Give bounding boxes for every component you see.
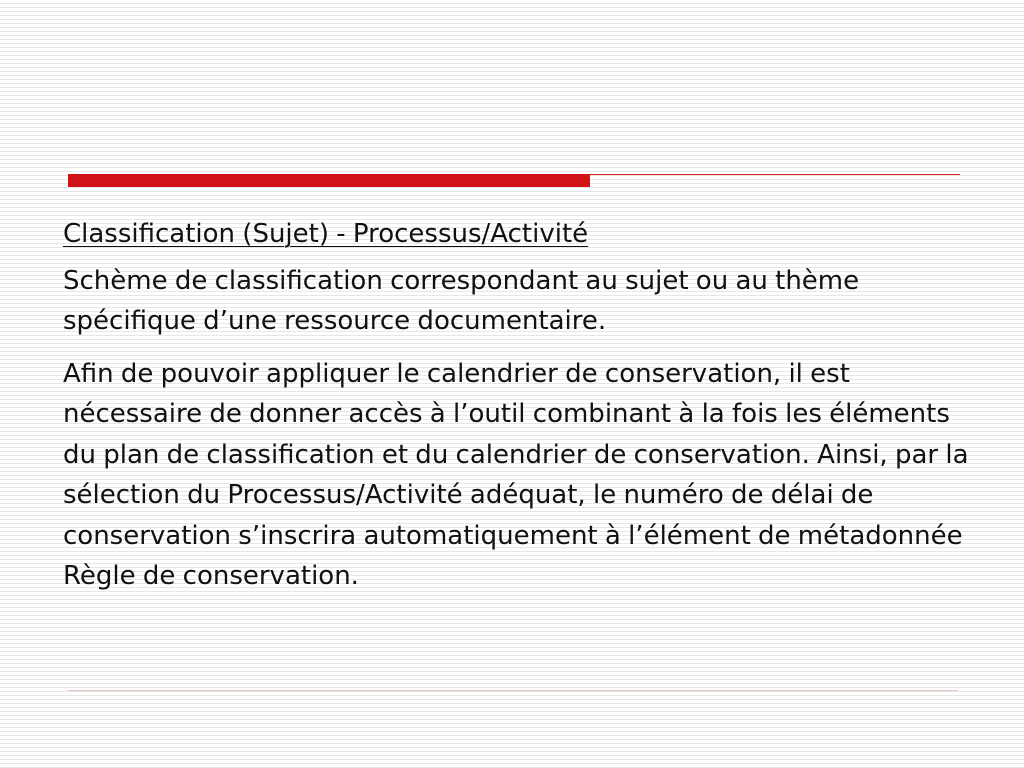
explanation-paragraph: Afin de pouvoir appliquer le calendrier de conservation, il est nécessaire de donner accès à l’outil combinant à la fois les éléments du plan de classification et du calendrier de conservation. Ainsi, par la sélection du Processus/Activité adéquat, le numéro de délai de conservation s’inscrira automatiquement à l’élément de métadonnée Règle de conservation.: [63, 358, 969, 591]
footer-line: [68, 690, 958, 691]
slide-content: [63, 214, 983, 597]
slide-heading: Classification (Sujet) - Processus/Activité: [63, 219, 589, 249]
accent-bar: [68, 174, 590, 187]
definition-paragraph: Schème de classification correspondant au sujet ou au thème spécifique d’une ressource documentaire.: [63, 265, 860, 336]
accent-line: [590, 174, 960, 175]
